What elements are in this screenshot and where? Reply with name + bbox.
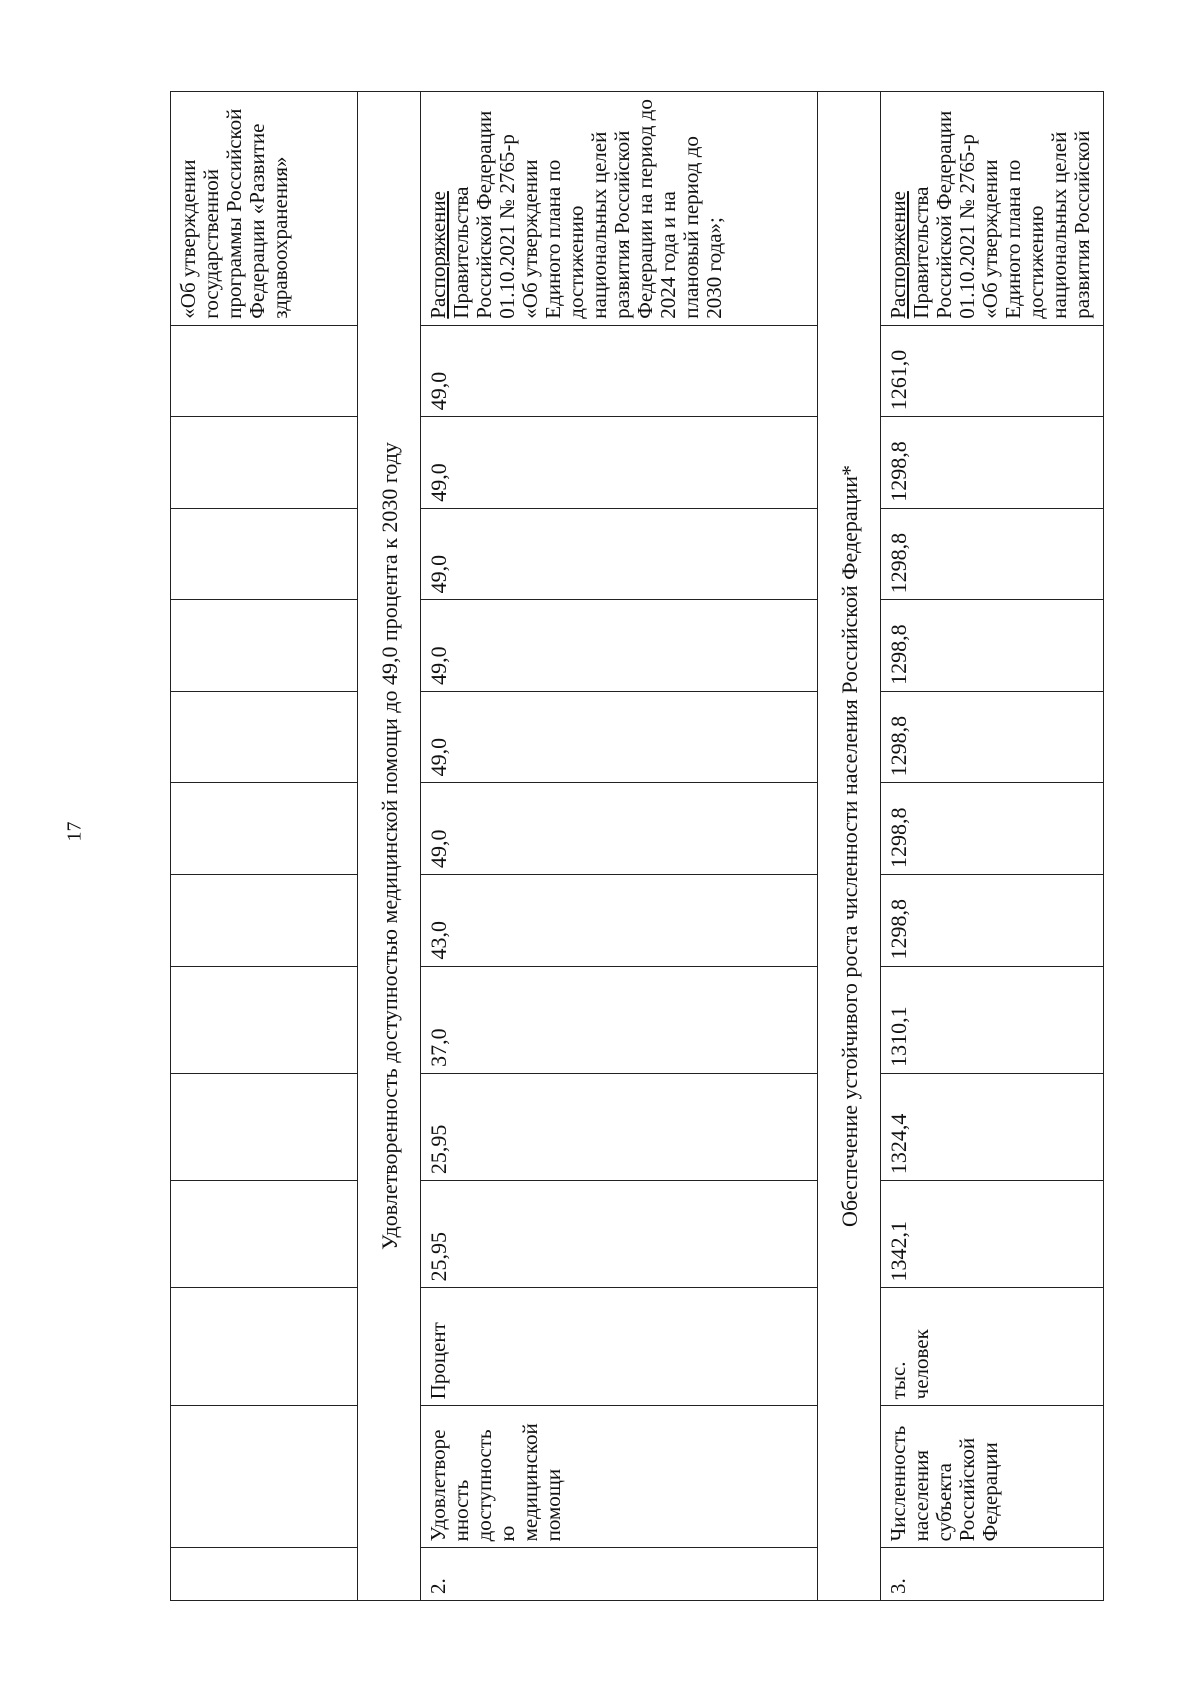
value-cell: 43,0 <box>421 874 818 966</box>
value-cell: 49,0 <box>421 417 818 509</box>
value-cell: 1298,8 <box>881 508 1104 600</box>
row-number: 3. <box>881 1548 1104 1601</box>
row-number: 2. <box>421 1548 818 1601</box>
value-cell: 49,0 <box>421 325 818 417</box>
section-row <box>818 92 881 1601</box>
value-cell: 1298,8 <box>881 783 1104 875</box>
rotated-page <box>170 91 1150 1601</box>
value-cell: 1310,1 <box>881 966 1104 1073</box>
document-link[interactable]: Распоряжение <box>426 191 450 319</box>
value-cell: 1342,1 <box>881 1181 1104 1288</box>
value-cell: 1298,8 <box>881 417 1104 509</box>
unit-cell: Процент <box>421 1288 818 1406</box>
value-cell: 49,0 <box>421 783 818 875</box>
document-text: Правительства Российской Федерации 01.10.2021 № 2765-р «Об утверждении Единого плана по достижению национальных целей развития Российской Федерации на период до 2024 года и на плановый период до 2030 года»; <box>449 99 726 319</box>
document-cell <box>881 92 1104 326</box>
section-title: Обеспечение устойчивого роста численности населения Российской Федерации* <box>818 92 881 1601</box>
table-row <box>421 92 818 1601</box>
document-text: Правительства Российской Федерации 01.10.2021 № 2765-р «Об утверждении Единого плана по достижению национальных целей развития Российской <box>909 110 1094 319</box>
section-row <box>358 92 421 1601</box>
value-cell: 1324,4 <box>881 1073 1104 1180</box>
value-cell: 49,0 <box>421 691 818 783</box>
value-cell: 1298,8 <box>881 691 1104 783</box>
value-cell: 1298,8 <box>881 600 1104 692</box>
table-row-top <box>171 92 358 1601</box>
value-cell: 25,95 <box>421 1073 818 1180</box>
indicators-table <box>170 91 1104 1601</box>
value-cell: 1261,0 <box>881 325 1104 417</box>
value-cell: 25,95 <box>421 1181 818 1288</box>
document-cell <box>421 92 818 326</box>
table-row <box>881 92 1104 1601</box>
value-cell: 37,0 <box>421 966 818 1073</box>
unit-cell: тыс. человек <box>881 1288 1104 1406</box>
indicator-name: Удовлетворе нность доступность ю медицинской помощи <box>421 1406 818 1548</box>
value-cell: 1298,8 <box>881 874 1104 966</box>
document-cell: «Об утверждении государственной программы Российской Федерации «Развитие здравоохранения» <box>171 92 358 326</box>
indicator-name: Численность населения субъекта Российской Федерации <box>881 1406 1104 1548</box>
section-title: Удовлетворенность доступностью медицинской помощи до 49,0 процента к 2030 году <box>358 92 421 1601</box>
value-cell: 49,0 <box>421 508 818 600</box>
value-cell: 49,0 <box>421 600 818 692</box>
document-link[interactable]: Распоряжение <box>886 191 910 319</box>
page-number: 17 <box>63 821 86 842</box>
